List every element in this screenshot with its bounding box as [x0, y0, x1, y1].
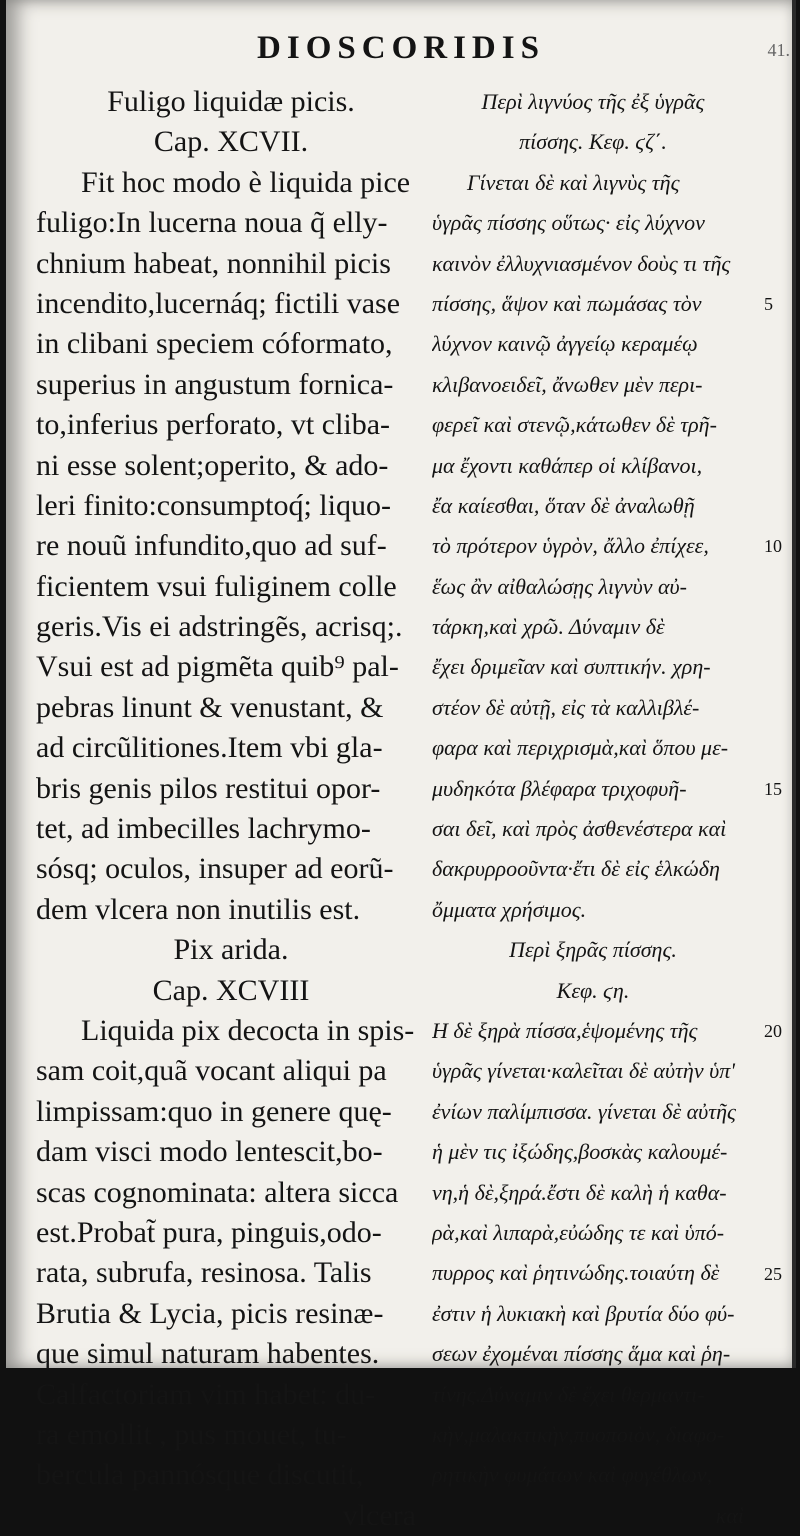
- latin-text-line: limpissam:quo in genere quę-: [36, 1094, 392, 1128]
- greek-text-line: ἔχει δριμεῖαν καὶ συπτικήν. χρη-: [432, 654, 711, 680]
- greek-text-line: Η δὲ ξηρὰ πίσσα,ἑψομένης τῆς: [432, 1017, 698, 1043]
- greek-text-line: λύχνον καινῷ ἀγγείῳ κεραμέῳ: [432, 331, 698, 357]
- greek-text-line: ὑγρᾶς γίνεται·καλεῖται δὲ αὐτὴν ὑπ': [432, 1058, 735, 1084]
- greek-text-line: μυδηκότα βλέφαρα τριχοφυῆ-: [432, 775, 687, 801]
- greek-text-line: ἕως ἂν αἰθαλώσῃς λιγνὺν αὐ-: [432, 573, 687, 599]
- latin-text-line: ra emollit , pus mouet, tu-: [36, 1417, 347, 1451]
- latin-text-line: Pix arida.: [173, 933, 289, 967]
- latin-text-line: ni esse solent;operito, & ado-: [36, 448, 389, 482]
- running-head: DIOSCORIDIS: [257, 30, 545, 66]
- latin-text-line: chnium habeat, nonnihil picis: [36, 246, 391, 280]
- greek-text-line: ὑγρᾶς πίσσης οὕτως· εἰς λύχνον: [432, 210, 705, 236]
- greek-text-line: ρητικὴν φυμάτων καὶ φυγέθλων,: [432, 1462, 713, 1488]
- latin-text-line: tet, ad imbecilles lachrymo-: [36, 812, 371, 846]
- margin-line-number: 5: [764, 294, 773, 314]
- greek-text-line: ρὰ,καὶ λιπαρὰ,εὐώδης τε καὶ ὑπό-: [432, 1219, 725, 1245]
- greek-text-line: ἡ μὲν τις ἰξώδης,βοσκὰς καλουμέ-: [432, 1139, 728, 1165]
- latin-text-line: fuligo:In lucerna noua q̃ elly-: [36, 206, 388, 240]
- latin-text-line: in clibani speciem cóformato,: [36, 327, 393, 361]
- greek-text-line: ἐνίων παλίμπισσα. γίνεται δὲ αὐτῆς: [432, 1098, 736, 1124]
- latin-text-line: est.Probat̃ pura, pinguis,odo-: [36, 1215, 382, 1249]
- latin-text-line: dam visci modo lentescit,bo-: [36, 1135, 383, 1169]
- latin-text-line: dem vlcera non inutilis est.: [36, 892, 361, 926]
- latin-text-line: bris genis pilos restitui opor-: [36, 771, 381, 805]
- latin-text-line: Calfactoriam vim habet: du-: [36, 1377, 376, 1411]
- greek-text-line: Γίνεται δὲ καὶ λιγνὺς τῆς: [467, 169, 680, 195]
- latin-text-line: que simul naturam habentes.: [36, 1337, 380, 1371]
- greek-text-line: ἔα καίεσθαι, ὅταν δὲ ἀναλωθῇ: [432, 492, 695, 518]
- latin-text-line: Fit hoc modo è liquida pice: [81, 165, 411, 199]
- greek-column: [432, 82, 754, 1536]
- latin-text-line: geris.Vis ei adstringẽs, acrisq;.: [36, 610, 403, 644]
- margin-line-number: 20: [764, 1021, 782, 1042]
- latin-text-line: sam coit,quã vocant aliqui pa: [36, 1054, 387, 1088]
- greek-text-line: τάρκη,καὶ χρῶ. Δύναμιν δὲ: [432, 614, 665, 640]
- latin-text-line: Brutia & Lycia, picis resinæ-: [36, 1296, 384, 1330]
- greek-text-line: φαρα καὶ περιχρισμὰ,καὶ ὅπου με-: [432, 735, 729, 761]
- latin-text-line: Liquida pix decocta in spis-: [81, 1013, 415, 1047]
- latin-text-line: Cap. XCVIII: [152, 973, 310, 1007]
- latin-text-line: re nouũ infundito,quo ad suf-: [36, 529, 387, 563]
- latin-text-line: Cap. XCVII.: [153, 125, 309, 159]
- latin-text-line: rata, subrufa, resinosa. Talis: [36, 1256, 372, 1290]
- latin-text-line: Vsui est ad pigmẽta quib⁹ pal-: [36, 650, 399, 684]
- greek-text-line: σαι δεῖ, καὶ πρὸς ἀσθενέστερα καὶ: [432, 816, 727, 842]
- greek-text-line: στέον δὲ αὐτῇ, εἰς τὰ καλλιβλέ-: [432, 694, 700, 720]
- greek-text-line: Κεφ. ϛη.: [556, 977, 630, 1003]
- book-page: [6, 0, 796, 1532]
- latin-text-line: to,inferius perforato, vt cliba-: [36, 408, 391, 442]
- greek-text-line: ὄμματα χρήσιμος.: [432, 896, 587, 922]
- greek-text-line: ἐστιν ἡ λυκιακὴ καὶ βρυτία δύο φύ-: [432, 1300, 735, 1326]
- latin-text-line: incendito,lucernáq; fictili vase: [36, 286, 401, 320]
- latin-text-line: bercula pannósque discutit,: [36, 1458, 364, 1492]
- margin-line-number: 15: [764, 778, 782, 799]
- greek-text-line: καινὸν ἐλλυχνιασμένον δοὺς τι τῆς: [432, 250, 731, 276]
- latin-text-line: pebras linunt & venustant, &: [36, 690, 384, 724]
- latin-text-line: vlcera: [342, 1498, 416, 1532]
- greek-text-line: πίσσης. Κεφ. ϛζ΄.: [519, 129, 667, 155]
- greek-text-line: δακρυρροοῦντα·ἔτι δὲ εἰς ἑλκώδη: [432, 856, 720, 882]
- latin-text-line: sósq; oculos, insuper ad eorũ-: [36, 852, 394, 886]
- margin-line-number: 25: [764, 1263, 782, 1284]
- greek-text-line: πίσσης, ἅψον καὶ πωμάσας τὸν: [432, 290, 702, 316]
- greek-text-line: φερεῖ καὶ στενῷ,κάτωθεν δὲ τρῆ-: [432, 412, 717, 438]
- greek-text-line: Περὶ λιγνύος τῆς ἐξ ὑγρᾶς: [481, 89, 705, 114]
- latin-column: [36, 82, 426, 1536]
- latin-text-line: leri finito:consumptoq́; liquo-: [36, 488, 391, 522]
- greek-text-line: τίνης.Δύναμιν δὲ ἔχει θερμαντι-: [432, 1381, 705, 1407]
- margin-line-number: 10: [764, 536, 782, 557]
- greek-text-line: τὸ πρότερον ὑγρὸν, ἄλλο ἐπίχεε,: [432, 533, 709, 559]
- latin-text-line: ad circũlitiones.Item vbi gla-: [36, 731, 383, 765]
- greek-text-line: νη,ἡ δὲ,ξηρά.ἔστι δὲ καλὴ ἡ καθα-: [432, 1179, 727, 1205]
- latin-text-line: ficientem vsui fuliginem colle: [36, 569, 397, 603]
- greek-text-line: Περὶ ξηρᾶς πίσσης.: [509, 937, 677, 963]
- corner-folio-mark: 41.: [767, 40, 790, 60]
- greek-text-line: κὴν,μαλακτικὴν,πυοποιὸν, διαφο-: [432, 1421, 725, 1447]
- page-edge: [792, 0, 796, 1368]
- latin-text-line: Fuligo liquidæ picis.: [107, 85, 355, 118]
- greek-text-line: σεων ἐχομέναι πίσσης ἅμα καὶ ῥη-: [432, 1341, 731, 1367]
- latin-text-line: scas cognominata: altera sicca: [36, 1175, 399, 1209]
- greek-text-line: κλιβανοειδεῖ, ἄνωθεν μὲν περι-: [432, 371, 703, 397]
- greek-text-line: πυρρος καὶ ῥητινώδης.τοιαύτη δὲ: [432, 1260, 720, 1286]
- latin-text-line: superius in angustum fornica-: [36, 367, 394, 401]
- greek-text-line: καὶ: [715, 1502, 744, 1528]
- greek-text-line: μα ἔχοντι καθάπερ οἱ κλίβανοι,: [432, 452, 703, 478]
